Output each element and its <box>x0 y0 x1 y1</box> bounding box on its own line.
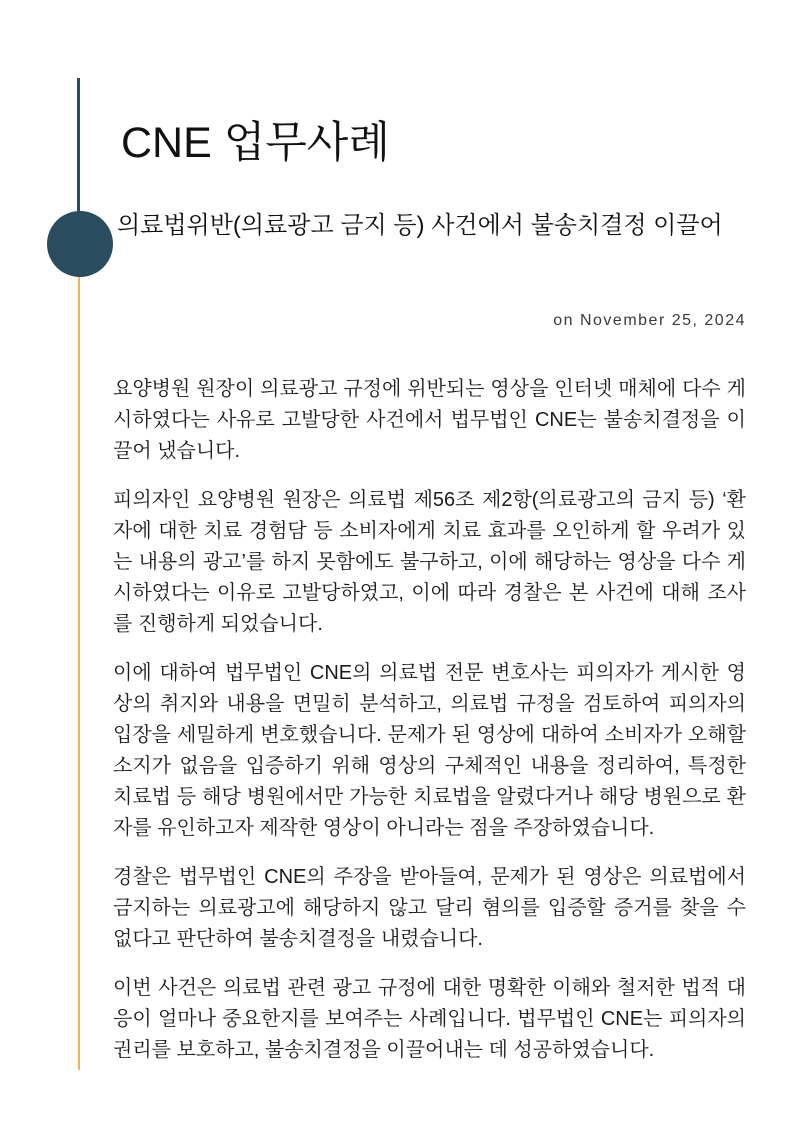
vertical-rule-dark <box>77 78 80 212</box>
post-date: on November 25, 2024 <box>553 312 746 329</box>
body-paragraph: 이에 대하여 법무법인 CNE의 의료법 전문 변호사는 피의자가 게시한 영상의 취지와 내용을 면밀히 분석하고, 의료법 규정을 검토하여 피의자의 입장을 세밀하게 변호했습니다. 문제가 된 영상에 대하여 소비자가 오해할 소지가 없음을 입증하기 위해 영상의 구체적인 내용을 정리하여, 특정한 치료법 등 해당 병원에서만 가능한 치료법을 알렸다거나 해당 병원으로 환자를 유인하고자 제작한 영상이 아니라는 점을 주장하였습니다. <box>113 662 746 839</box>
article-body <box>113 374 746 1066</box>
body-paragraph: 피의자인 요양병원 원장은 의료법 제56조 제2항(의료광고의 금지 등) ‘환자에 대한 치료 경험담 등 소비자에게 치료 효과를 오인하게 할 우려가 있는 내용의 광고’를 하지 못함에도 불구하고, 이에 해당하는 영상을 다수 게시하였다는 이유로 고발당하였고, 이에 따라 경찰은 본 사건에 대해 조사를 진행하게 되었습니다. <box>113 489 746 635</box>
body-paragraph: 요양병원 원장이 의료광고 규정에 위반되는 영상을 인터넷 매체에 다수 게시하였다는 사유로 고발당한 사건에서 법무법인 CNE는 불송치결정을 이끌어 냈습니다. <box>113 378 746 462</box>
page-title: CNE 업무사례 <box>121 119 390 167</box>
body-paragraph: 이번 사건은 의료법 관련 광고 규정에 대한 명확한 이해와 철저한 법적 대응이 얼마나 중요한지를 보여주는 사례입니다. 법무법인 CNE는 피의자의 권리를 보호하고, 불송치결정을 이끌어내는 데 성공하였습니다. <box>113 977 746 1061</box>
accent-circle <box>47 211 113 277</box>
body-paragraph: 경찰은 법무법인 CNE의 주장을 받아들여, 문제가 된 영상은 의료법에서 금지하는 의료광고에 해당하지 않고 달리 혐의를 입증할 증거를 찾을 수 없다고 판단하여 불송치결정을 내렸습니다. <box>113 866 746 950</box>
vertical-rule-gold <box>78 277 80 1070</box>
article-title: 의료법위반(의료광고 금지 등) 사건에서 불송치결정 이끌어 <box>117 212 723 239</box>
